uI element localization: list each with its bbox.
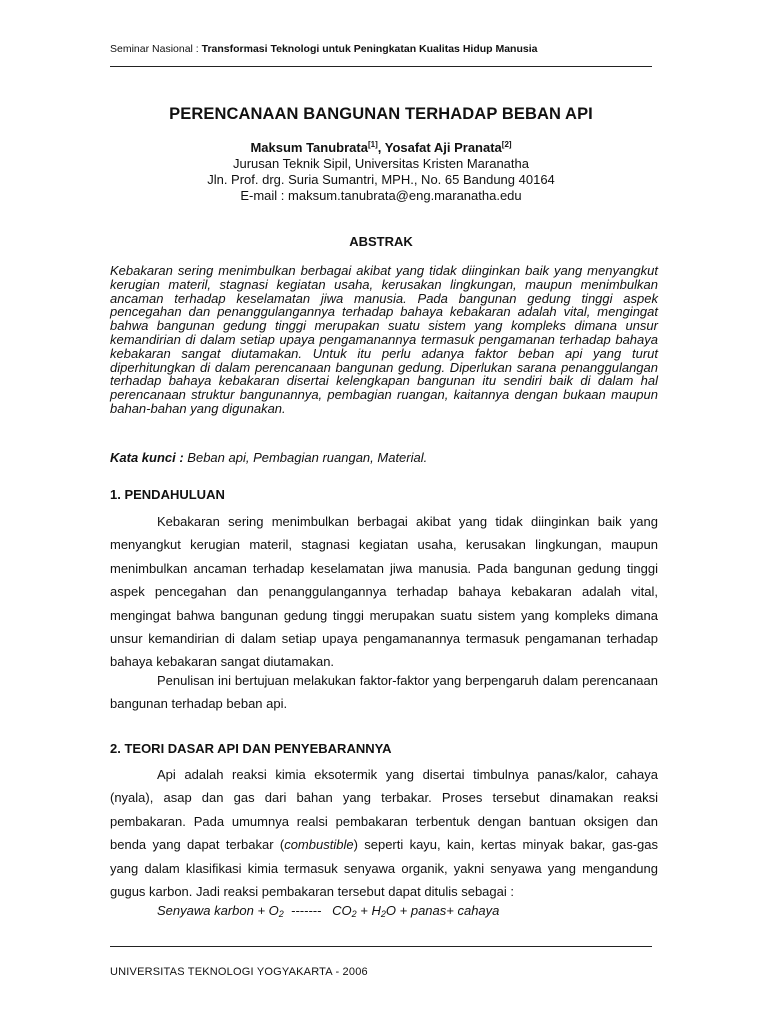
section-1-paragraph-1: Kebakaran sering menimbulkan berbagai akibat yang tidak diinginkan baik yang menyangkut kerugian materil, stagnasi kegiatan usaha, kerusakan lingkungan, maupun menimbulkan ancaman terhadap keselamatan jiwa manusia. Pada bangunan gedung tinggi aspek pencegahan dan penanggulangannya terhadap bahaya kebakaran adalah vital, mengingat bahwa bangunan gedung tinggi merupakan suatu sistem yang kompleks dimana unsur kemandirian di dalam setiap upaya pengamanannya termasuk pengamanan terhadap bahaya kebakaran sangat diutamakan. [110,514,658,670]
keywords-label: Kata kunci : [110,450,184,465]
author-2-name: Yosafat Aji Pranata [384,140,502,155]
section-2-paragraph-1 [110,763,658,903]
page-footer: UNIVERSITAS TEKNOLOGI YOGYAKARTA - 2006 [110,966,368,978]
abstract-text: Kebakaran sering menimbulkan berbagai akibat yang tidak diinginkan baik yang menyangkut kerugian materil, stagnasi kegiatan usaha, kerusakan lingkungan, maupun menimbulkan ancaman terhadap keselamatan jiwa manusia. Pada bangunan gedung tinggi aspek pencegahan dan penanggulangannya terhadap bahaya kebakaran adalah vital, mengingat bahwa bangunan gedung tinggi merupakan suatu sistem yang kompleks dimana unsur kemandirian di dalam setiap upaya pengamanannya termasuk pengamanan terhadap bahaya kebakaran sangat diutamakan. Untuk itu perlu adanya faktor beban api yang turut diperhitungkan di dalam perencanaan bangunan gedung. Diperlukan sarana penanggulangan terhadap bahaya kebakaran disertai kelengkapan bangunan itu sendiri baik di dalam hal perencanaan struktur bangunannya, pembagian ruangan, kaitannya dengan bukaan maupun bahan-bahan yang digunakan. [110,263,658,416]
running-header-title: Transformasi Teknologi untuk Peningkatan Kualitas Hidup Manusia [201,43,538,55]
affiliation: Jurusan Teknik Sipil, Universitas Kristen Maranatha [232,156,529,171]
author-2-mark: [2] [501,140,512,149]
header-rule [110,66,652,67]
section-1-heading: 1. PENDAHULUAN [110,487,225,502]
running-header-prefix: Seminar Nasional : [110,43,202,55]
paper-title: PERENCANAAN BANGUNAN TERHADAP BEBAN API [169,105,593,123]
abstract-heading: ABSTRAK [349,234,413,249]
section-2-heading: 2. TEORI DASAR API DAN PENYEBARANNYA [110,741,392,756]
author-block [110,140,652,204]
equation-plus: + H [356,903,381,918]
author-1-name: Maksum Tanubrata [250,140,368,155]
section-2-text-a: Api adalah reaksi kimia eksotermik yang disertai timbulnya panas/kalor, cahaya (nyala), asap dan gas dari bahan yang terbakar. Proses tersebut dinamakan reaksi pembakaran. Pada umumnya realsi pembakaran terbentuk dengan bantuan oksigen dan benda yang dapat terbakar ( [110,767,658,853]
equation-subscript-o2: 2 [278,909,284,919]
running-header [110,42,655,56]
combustion-equation [157,903,499,918]
combustible-term: combustible [284,837,354,853]
email: E-mail : maksum.tanubrata@eng.maranatha.edu [240,188,522,203]
section-2-text-b: ) seperti kayu, kain, kertas minyak bakar, gas-gas yang dalam klasifikasi kimia termasuk senyawa organik, yakni senyawa yang mengandung gugus karbon. Jadi reaksi pembakaran tersebut dapat ditulis sebagai : [110,837,658,900]
equation-lhs: Senyawa karbon + O [157,903,279,918]
section-1-paragraph-2: Penulisan ini bertujuan melakukan faktor-faktor yang berpengaruh dalam perencanaan bangunan terhadap beban api. [110,673,658,712]
author-1-mark: [1] [367,140,378,149]
author-line [110,140,652,156]
equation-subscript-h2o: 2 [380,909,386,919]
keywords-line [110,450,658,466]
equation-subscript-co2: 2 [351,909,357,919]
footer-rule [110,946,652,947]
address: Jln. Prof. drg. Suria Sumantri, MPH., No. 65 Bandung 40164 [207,172,555,187]
author-separator: , [377,140,385,155]
keywords-value: Beban api, Pembagian ruangan, Material. [183,450,428,465]
equation-rhs: O + panas+ cahaya [385,903,500,918]
equation-arrow: ------- CO [283,903,352,918]
